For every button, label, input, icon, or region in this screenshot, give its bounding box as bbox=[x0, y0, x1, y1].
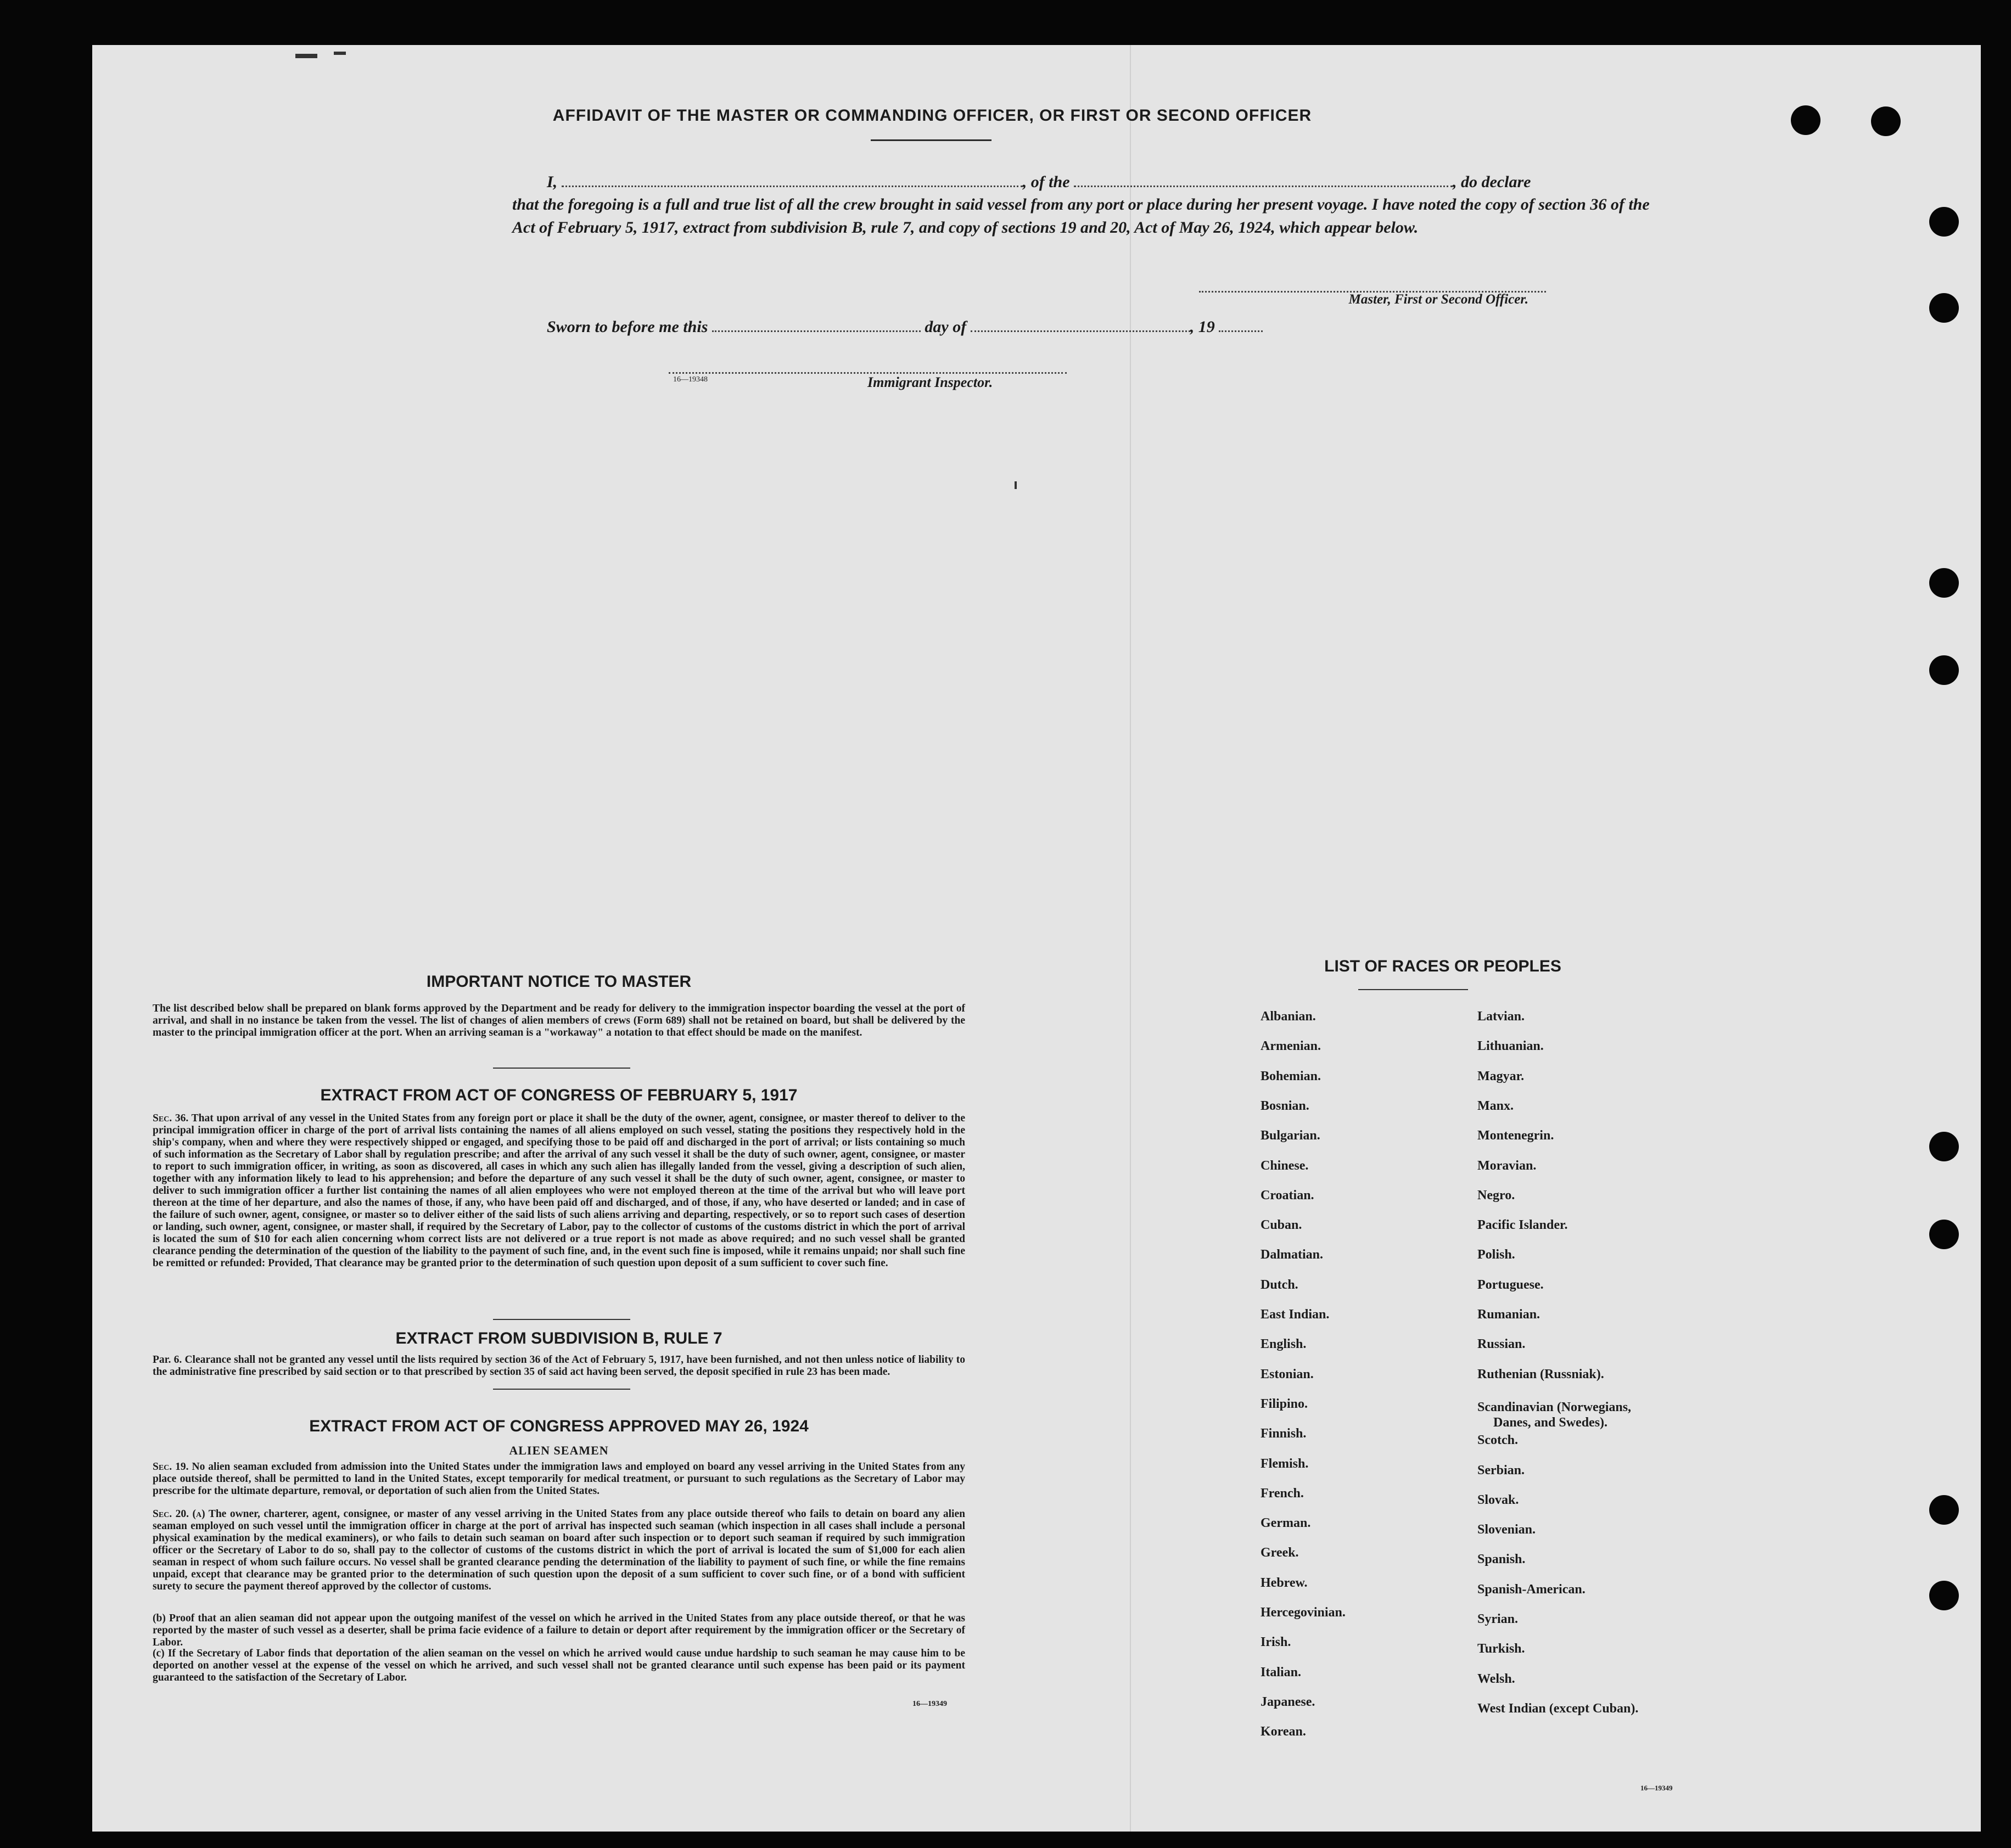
notice-heading: IMPORTANT NOTICE TO MASTER bbox=[426, 973, 692, 991]
section-rule bbox=[493, 1389, 630, 1390]
name-blank bbox=[562, 171, 1023, 187]
race-item: Filipino. bbox=[1261, 1396, 1308, 1411]
race-item: Dutch. bbox=[1261, 1277, 1298, 1292]
punch-hole bbox=[1929, 1220, 1959, 1249]
race-item: Slovak. bbox=[1477, 1492, 1519, 1507]
title-rule bbox=[871, 139, 992, 141]
race-item: Scandinavian (Norwegians, bbox=[1477, 1400, 1632, 1414]
ink-speck bbox=[334, 52, 346, 55]
month-blank bbox=[971, 316, 1190, 332]
sworn-prefix: Sworn to before me this bbox=[547, 318, 708, 336]
inspector-caption: Immigrant Inspector. bbox=[867, 374, 993, 390]
section-20a-body: The owner, charterer, agent, consignee, or master of any vessel arriving in the United States from any place outside thereof who fails to detain on board any alien seaman employed on such vessel until the immigration officer in charge at the port of arrival has inspected such seaman (which inspection in all cases shall include a personal physical examination by the medical examiners), or who fails to detain such seaman on board after such inspection or to deport such seaman if required by such immigration officer or the Secretary of Labor to do so, shall pay to the collector of customs of the customs district in which the port of arrival is located the sum of $1,000 for each alien seaman in respect of whom such failure occurs. No vessel shall be granted clearance pending the determination of the liability to payment of such fine, or while the fine remains unpaid, except that clearance may be granted prior to the determination of such question upon the deposit of a sum sufficient to cover such fine, or of a bond with sufficient surety to secure the payment thereof approved by the collector of customs. bbox=[153, 1508, 965, 1592]
race-item: Greek. bbox=[1261, 1546, 1299, 1560]
race-item: Cuban. bbox=[1261, 1218, 1302, 1233]
punch-hole bbox=[1871, 106, 1901, 136]
race-item: Bohemian. bbox=[1261, 1069, 1321, 1083]
day-blank bbox=[712, 316, 921, 332]
declaration-body: that the foregoing is a full and true list of all the crew brought in said vessel from any port or place during her present voyage. I have noted the copy of section 36 of the Act of February 5, 1917, extract from subdivision B, rule 7, and copy of sections 19 and 20, Act of May 26, 1924, which appear below. bbox=[512, 195, 1650, 237]
race-item: Slovenian. bbox=[1477, 1523, 1536, 1537]
inspector-signature-line bbox=[669, 372, 1067, 374]
race-item: West Indian (except Cuban). bbox=[1477, 1701, 1639, 1716]
race-item: Portuguese. bbox=[1477, 1277, 1544, 1292]
race-item: English. bbox=[1261, 1337, 1307, 1352]
page-fold bbox=[1130, 45, 1131, 1832]
sworn-day-of: day of bbox=[925, 318, 967, 336]
section-rule bbox=[493, 1068, 630, 1069]
section-19-text bbox=[153, 1461, 965, 1497]
race-item: Chinese. bbox=[1261, 1158, 1309, 1173]
race-item: German. bbox=[1261, 1516, 1311, 1531]
year-blank bbox=[1219, 316, 1263, 332]
race-item: Estonian. bbox=[1261, 1367, 1314, 1381]
race-item: Bulgarian. bbox=[1261, 1128, 1320, 1143]
punch-hole bbox=[1929, 293, 1959, 323]
race-item: Dalmatian. bbox=[1261, 1248, 1323, 1262]
race-item: Polish. bbox=[1477, 1248, 1515, 1262]
race-item: Welsh. bbox=[1477, 1671, 1515, 1686]
ink-speck bbox=[1015, 481, 1017, 489]
race-item: Syrian. bbox=[1477, 1612, 1519, 1626]
declaration-pronoun: I, bbox=[547, 173, 558, 191]
race-item: Lithuanian. bbox=[1477, 1039, 1544, 1054]
race-item: Irish. bbox=[1261, 1635, 1291, 1650]
section-36-text: That upon arrival of any vessel in the United States from any foreign port or place it shall be the duty of the owner, agent, consignee, or master thereof to deliver to the principal immigration officer in charge of the port of arrival lists containing the names of all aliens employed on such vessel, stating the positions they respectively hold in the ship's company, when and where they were respectively shipped or engaged, and specifying those to be paid off and discharged in the port of arrival; or lists containing so much of such information as the Secretary of Labor shall by regulation prescribe; and after the arrival of any such vessel it shall be the duty of such owner, agent, consignee, or master to report to such immigration officer, in writing, as soon as discovered, all cases in which any such alien has illegally landed from the vessel, giving a description of such alien, together with any information likely to lead to his apprehension; and before the departure of any such vessel it shall be the duty of such owner, agent, consignee, or master to deliver to such immigration officer a further list containing the names of all alien employees who were not employed thereon at the time of the arrival but who will leave port thereon at the time of her departure, and also the names of those, if any, who have been paid off and discharged, and of those, if any, who have deserted or landed; and in case of the failure of such owner, agent, consignee, or master so to deliver either of the said lists of such aliens arriving and departing, respectively, or so to report such cases of desertion or landing, such owner, agent, consignee, or master shall, if required by the Secretary of Labor, pay to the collector of customs of the customs district in which the port of arrival is located the sum of $10 for each alien concerning whom correct lists are not delivered or a true report is not made as above required; and no such vessel shall be granted clearance pending the determination of the question of the liability to the payment of such fine, and, in the event such fine is imposed, while it remains unpaid; nor shall such fine be remitted or refunded: Provided, That clearance may be granted prior to the determination of such question upon deposit of a sum sufficient to cover such fine. bbox=[153, 1113, 965, 1269]
punch-hole bbox=[1929, 1132, 1959, 1161]
race-item: Spanish-American. bbox=[1477, 1582, 1586, 1597]
extract-1917-heading: EXTRACT FROM ACT OF CONGRESS OF FEBRUARY 5, 1917 bbox=[320, 1086, 798, 1104]
extract-rule7-heading: EXTRACT FROM SUBDIVISION B, RULE 7 bbox=[395, 1329, 722, 1347]
form-number: 16—19348 bbox=[673, 375, 708, 384]
race-item: Serbian. bbox=[1477, 1463, 1525, 1478]
race-item: Magyar. bbox=[1477, 1069, 1525, 1083]
extract-1924-heading: EXTRACT FROM ACT OF CONGRESS APPROVED MAY 26, 1924 bbox=[309, 1417, 809, 1435]
declaration-do-declare: , do declare bbox=[1453, 173, 1531, 191]
sworn-year-prefix: , 19 bbox=[1190, 318, 1215, 336]
race-item: Montenegrin. bbox=[1477, 1128, 1554, 1143]
race-item: Ruthenian (Russniak). bbox=[1477, 1367, 1604, 1381]
race-item: Flemish. bbox=[1261, 1456, 1309, 1471]
punch-hole bbox=[1929, 207, 1959, 237]
race-item: Hercegovinian. bbox=[1261, 1605, 1346, 1620]
section-20a-text bbox=[153, 1508, 965, 1593]
race-item: Spanish. bbox=[1477, 1552, 1526, 1567]
punch-hole bbox=[1929, 568, 1959, 598]
section-19-body: No alien seaman excluded from admission into the United States under the immigration laws and employed on board any vessel arriving in the United States from any place outside thereof, shall be permitted to land in the United States, except temporarily for medical treatment, or pursuant to such regulations as the Secretary of Labor may prescribe for the ultimate departure, removal, or deportation of such alien from the United States. bbox=[153, 1461, 966, 1497]
race-item: Latvian. bbox=[1477, 1009, 1525, 1024]
race-item: Negro. bbox=[1477, 1188, 1515, 1203]
punch-hole bbox=[1929, 655, 1959, 685]
race-item: Hebrew. bbox=[1261, 1575, 1308, 1590]
race-item: Croatian. bbox=[1261, 1188, 1314, 1203]
punch-hole bbox=[1929, 1581, 1959, 1610]
race-item: Russian. bbox=[1477, 1337, 1526, 1352]
section-36-label: Sec. 36. bbox=[153, 1113, 189, 1124]
section-20c-text: (c) If the Secretary of Labor finds that deportation of the alien seaman on the vessel on which he arrived would cause undue hardship to such seaman he may cause him to be deported on another vessel at the expense of the vessel on which he arrived, and such vessel shall not be granted clearance until such expense has been paid or its payment guaranteed to the satisfaction of the Secretary of Labor. bbox=[153, 1648, 965, 1683]
punch-hole bbox=[1929, 1495, 1959, 1525]
vessel-blank bbox=[1074, 171, 1453, 187]
signature-caption: Master, First or Second Officer. bbox=[1348, 292, 1528, 307]
race-item: Pacific Islander. bbox=[1477, 1218, 1568, 1233]
race-item: Rumanian. bbox=[1477, 1307, 1541, 1322]
extract-1917-text bbox=[153, 1113, 965, 1270]
race-item: Danes, and Swedes). bbox=[1493, 1415, 1608, 1430]
race-item: Turkish. bbox=[1477, 1642, 1525, 1656]
section-20a-label: Sec. 20. (a) bbox=[153, 1508, 205, 1520]
section-20b-text: (b) Proof that an alien seaman did not appear upon the outgoing manifest of the vessel on which he arrived in the United States from any place outside thereof, or that he was reported by the master of such vessel as a deserter, shall be prima facie evidence of a failure to detain or deport after requirement by the immigration officer or the Secretary of Labor. bbox=[153, 1613, 965, 1648]
race-item: French. bbox=[1261, 1486, 1304, 1501]
affidavit-title: AFFIDAVIT OF THE MASTER OR COMMANDING OFFICER, OR FIRST OR SECOND OFFICER bbox=[552, 106, 1312, 125]
race-item: Bosnian. bbox=[1261, 1098, 1309, 1113]
alien-seamen-subheading: ALIEN SEAMEN bbox=[509, 1443, 609, 1457]
race-item: East Indian. bbox=[1261, 1307, 1330, 1322]
form-number: 16—19349 bbox=[1640, 1784, 1673, 1792]
races-rule bbox=[1358, 989, 1468, 990]
races-heading: LIST OF RACES OR PEOPLES bbox=[1324, 957, 1561, 975]
declaration-line bbox=[547, 171, 1667, 192]
race-item: Finnish. bbox=[1261, 1426, 1307, 1441]
declaration-of-the: , of the bbox=[1022, 173, 1070, 191]
race-item: Japanese. bbox=[1261, 1694, 1315, 1709]
extract-rule7-text: Par. 6. Clearance shall not be granted any vessel until the lists required by section 36 of the Act of February 5, 1917, have been furnished, and not then unless notice of liability to the administrative fine prescribed by said section or to that prescribed by section 35 of said act having been served, the deposit specified in rule 23 has been made. bbox=[153, 1354, 965, 1378]
race-item: Moravian. bbox=[1477, 1158, 1537, 1173]
section-19-label: Sec. 19. bbox=[153, 1461, 189, 1473]
race-item: Albanian. bbox=[1261, 1009, 1316, 1024]
race-item: Manx. bbox=[1477, 1098, 1514, 1113]
form-number: 16—19349 bbox=[912, 1700, 947, 1708]
sworn-line bbox=[547, 316, 1263, 336]
race-item: Armenian. bbox=[1261, 1039, 1321, 1054]
race-item: Korean. bbox=[1261, 1725, 1306, 1739]
ink-speck bbox=[295, 54, 317, 58]
punch-hole bbox=[1791, 105, 1820, 135]
notice-text: The list described below shall be prepared on blank forms approved by the Department and be ready for delivery to the immigration inspector boarding the vessel at the port of arrival, and shall in no instance be taken from the vessel. The list of changes of alien members of crews (Form 689) shall not be retained on board, but shall be delivered by the master to the principal immigration officer at the port. When an arriving seaman is a "workaway" a notation to that effect should be made on the manifest. bbox=[153, 1003, 965, 1038]
race-item: Scotch. bbox=[1477, 1433, 1518, 1448]
document-page bbox=[92, 45, 1981, 1832]
section-rule bbox=[493, 1319, 630, 1320]
race-item: Italian. bbox=[1261, 1665, 1302, 1680]
